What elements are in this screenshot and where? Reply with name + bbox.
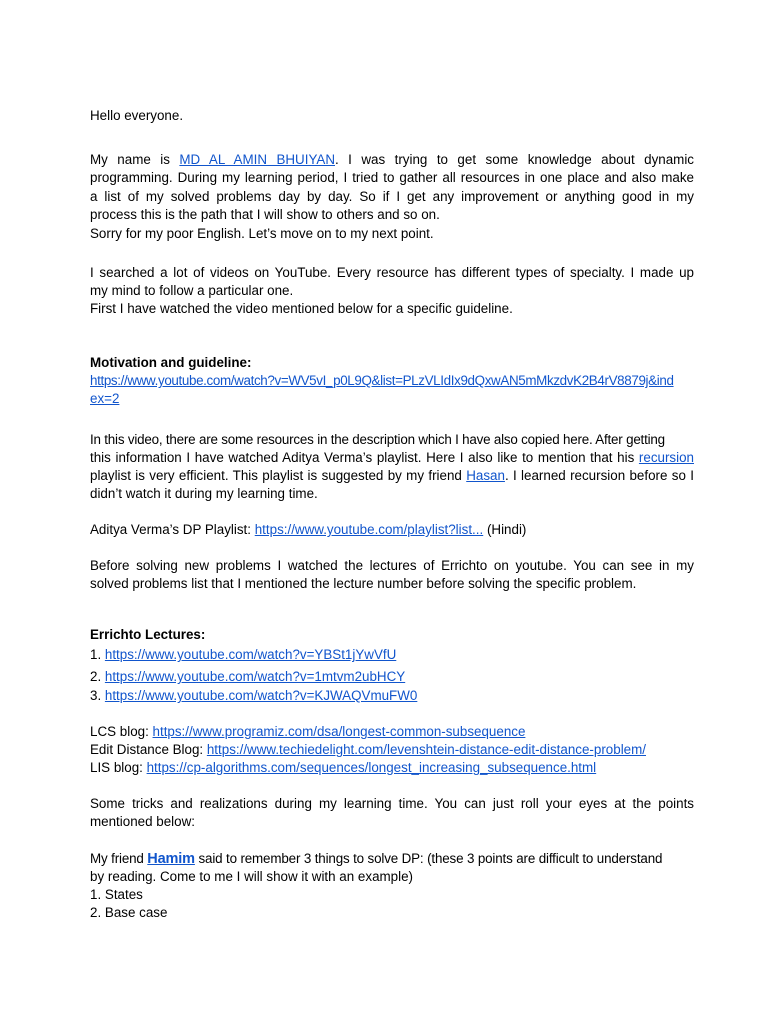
aditya-label: Aditya Verma’s DP Playlist:	[90, 522, 255, 537]
hasan-link[interactable]: Hasan	[466, 468, 505, 483]
list-number: 3.	[90, 688, 105, 703]
aditya-playlist-line	[90, 521, 694, 539]
search-line-1: I searched a lot of videos on YouTube. Every resource has different types of specialty. I made up	[90, 265, 694, 280]
errichto-item-1	[90, 646, 694, 664]
intro-text: . I was trying to get some knowledge about dynamic	[335, 152, 695, 167]
errichto-heading: Errichto Lectures:	[90, 627, 206, 642]
lis-blog-link[interactable]: https://cp-algorithms.com/sequences/longest_increasing_subsequence.html	[146, 760, 597, 775]
video-para-text: . I learned recursion before so I	[504, 468, 694, 483]
search-line-2: my mind to follow a particular one.	[90, 283, 294, 298]
errichto-para-line-2: solved problems list that I mentioned the lecture number before solving the specific problem.	[90, 576, 637, 591]
tricks-line-2: mentioned below:	[90, 814, 195, 829]
lcs-blog-link[interactable]: https://www.programiz.com/dsa/longest-common-subsequence	[152, 724, 526, 739]
video-para-text: playlist is very efficient. This playlist is suggested by my friend	[90, 468, 467, 483]
motivation-link-line-1	[90, 372, 694, 390]
aditya-suffix: (Hindi)	[483, 522, 527, 537]
errichto-lecture-link-1[interactable]: https://www.youtube.com/watch?v=YBSt1jYwVfU	[104, 647, 397, 662]
intro-line-1	[90, 151, 694, 169]
hamim-line-2: by reading. Come to me I will show it with an example)	[90, 869, 413, 884]
lis-blog-line	[90, 759, 694, 777]
errichto-item-2	[90, 668, 694, 686]
motivation-video-link-cont[interactable]: ex=2	[90, 391, 120, 406]
errichto-para-line-1: Before solving new problems I watched the lectures of Errichto on youtube. You can see in my	[90, 558, 694, 573]
intro-line-4: process this is the path that I will show to others and so on.	[90, 207, 440, 222]
errichto-lecture-link-2[interactable]: https://www.youtube.com/watch?v=1mtvm2ubHCY	[104, 669, 406, 684]
edit-distance-blog-link[interactable]: https://www.techiedelight.com/levenshtein-distance-edit-distance-problem/	[206, 742, 646, 757]
list-number: 2.	[90, 669, 105, 684]
motivation-link-line-2	[90, 390, 694, 408]
video-para-line-4: didn’t watch it during my learning time.	[90, 486, 318, 501]
blog-label: Edit Distance Blog:	[90, 742, 207, 757]
hamim-link[interactable]: Hamim	[147, 851, 195, 867]
hamim-text: My friend	[90, 851, 148, 866]
errichto-item-3	[90, 687, 694, 705]
list-number: 1.	[90, 647, 105, 662]
search-line-3: First I have watched the video mentioned below for a specific guideline.	[90, 301, 513, 316]
intro-line-3: a list of my solved problems day by day. So if I get any improvement or anything good in my	[90, 189, 694, 204]
video-para-text: this information I have watched Aditya Verma’s playlist. Here I also like to mention that his	[90, 450, 639, 465]
dp-point-2: 2. Base case	[90, 905, 168, 920]
edit-distance-blog-line	[90, 741, 694, 759]
video-para-line-2	[90, 449, 694, 467]
author-name-link[interactable]: MD AL AMIN BHUIYAN	[179, 152, 335, 167]
dp-point-1: 1. States	[90, 887, 143, 902]
video-para-line-3	[90, 467, 694, 485]
hamim-text: said to remember 3 things to solve DP: (these 3 points are difficult to understand	[194, 851, 663, 866]
errichto-lecture-link-3[interactable]: https://www.youtube.com/watch?v=KJWAQVmuFW0	[104, 688, 418, 703]
tricks-line-1: Some tricks and realizations during my learning time. You can just roll your eyes at the points	[90, 796, 694, 811]
aditya-playlist-link[interactable]: https://www.youtube.com/playlist?list...	[254, 522, 484, 537]
lcs-blog-line	[90, 723, 694, 741]
motivation-video-link[interactable]: https://www.youtube.com/watch?v=WV5vI_p0L9Q&list=PLzVLIdIx9dQxwAN5mMkzdvK2B4rV8879j&ind	[90, 373, 674, 388]
greeting-line: Hello everyone.	[90, 108, 184, 123]
recursion-link[interactable]: recursion	[638, 450, 694, 465]
motivation-heading: Motivation and guideline:	[90, 355, 252, 370]
intro-line-5: Sorry for my poor English. Let’s move on to my next point.	[90, 226, 434, 241]
blog-label: LIS blog:	[90, 760, 147, 775]
intro-line-2: programming. During my learning period, I tried to gather all resources in one place and also make	[90, 170, 694, 185]
video-para-line-1: In this video, there are some resources in the description which I have also copied here. After getting	[90, 432, 665, 447]
blog-label: LCS blog:	[90, 724, 153, 739]
hamim-line-1	[90, 850, 694, 868]
intro-text: My name is	[90, 152, 180, 167]
